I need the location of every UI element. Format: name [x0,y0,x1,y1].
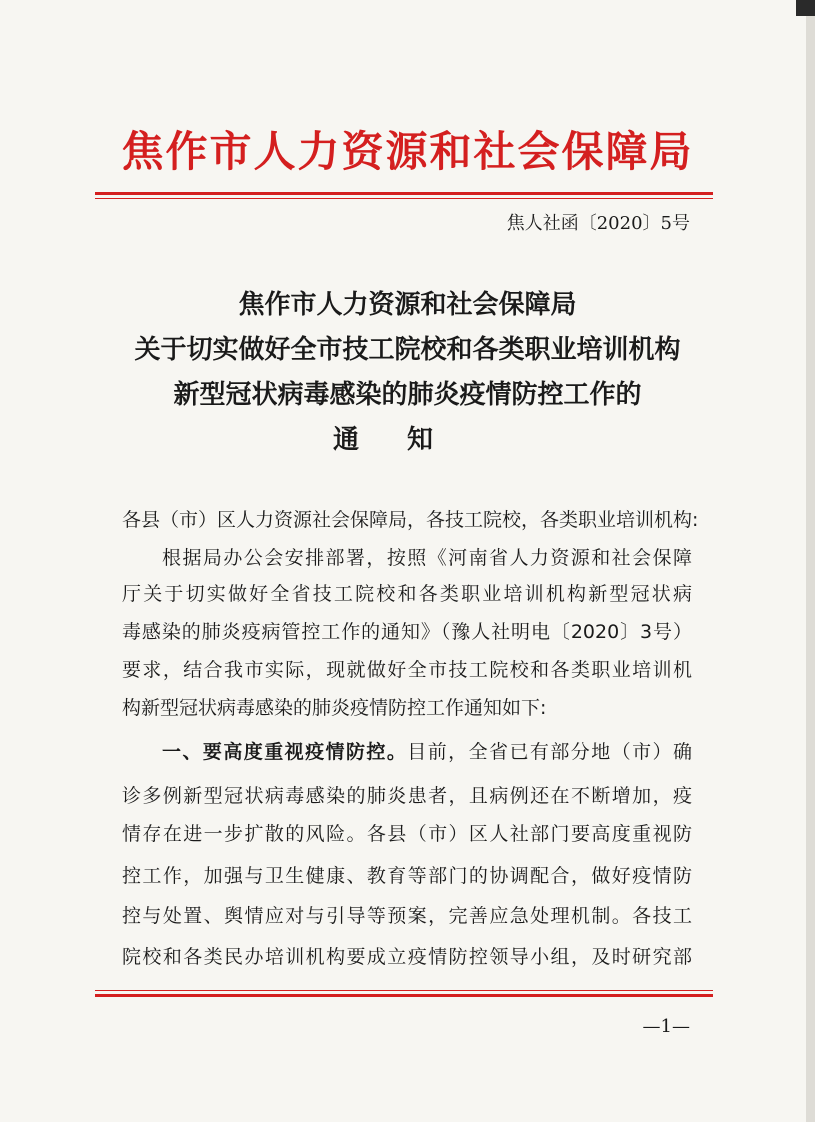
paragraph-1-line-3: 毒感染的肺炎疫病管控工作的通知》（豫人社明电〔2020〕3号） [122,621,692,643]
section-1-line-2: 诊多例新型冠状病毒感染的肺炎患者，且病例还在不断增加，疫 [122,785,692,807]
title-notice [333,420,433,460]
section-1-heading: 一、要高度重视疫情防控。 [162,741,408,763]
section-1-line-3: 情存在进一步扩散的风险。各县（市）区人社部门要高度重视防 [122,823,692,845]
scan-corner-mark [796,0,815,16]
title-notice-char-2: 知 [407,425,434,455]
footer-red-rule-thin [95,990,713,991]
section-1-line-6: 院校和各类民办培训机构要成立疫情防控领导小组，及时研究部 [122,946,692,968]
footer-red-rule-thick [95,994,713,997]
letterhead-red-rule-thin [95,198,713,199]
paragraph-1-line-5: 构新型冠状病毒感染的肺炎疫情防控工作通知如下: [122,697,547,719]
section-1-first-line-text: 目前，全省已有部分地（市）确 [407,741,692,763]
section-1-line-5: 控与处置、舆情应对与引导等预案，完善应急处理机制。各技工 [122,905,692,927]
salutation: 各县（市）区人力资源社会保障局，各技工院校，各类职业培训机构: [122,509,699,531]
title-line-3: 新型冠状病毒感染的肺炎疫情防控工作的 [173,380,642,410]
section-1-line-4: 控工作，加强与卫生健康、教育等部门的协调配合，做好疫情防 [122,865,692,887]
title-line-2: 关于切实做好全市技工院校和各类职业培训机构 [134,335,681,365]
paragraph-1-line-1: 根据局办公会安排部署，按照《河南省人力资源和社会保障 [162,547,692,569]
letterhead-agency-name: 焦作市人力资源和社会保障局 [121,127,694,176]
title-line-1: 焦作市人力资源和社会保障局 [238,290,577,320]
letterhead-red-rule-thick [95,192,713,195]
paragraph-1-line-4: 要求，结合我市实际，现就做好全市技工院校和各类职业培训机 [122,659,692,681]
paragraph-1-line-2: 厅关于切实做好全省技工院校和各类职业培训机构新型冠状病 [122,583,692,605]
title-notice-char-1: 通 [333,425,360,455]
document-number: 焦人社函〔2020〕5号 [506,213,690,234]
page-number: —1— [642,1016,690,1037]
section-1-line-1 [162,738,692,766]
